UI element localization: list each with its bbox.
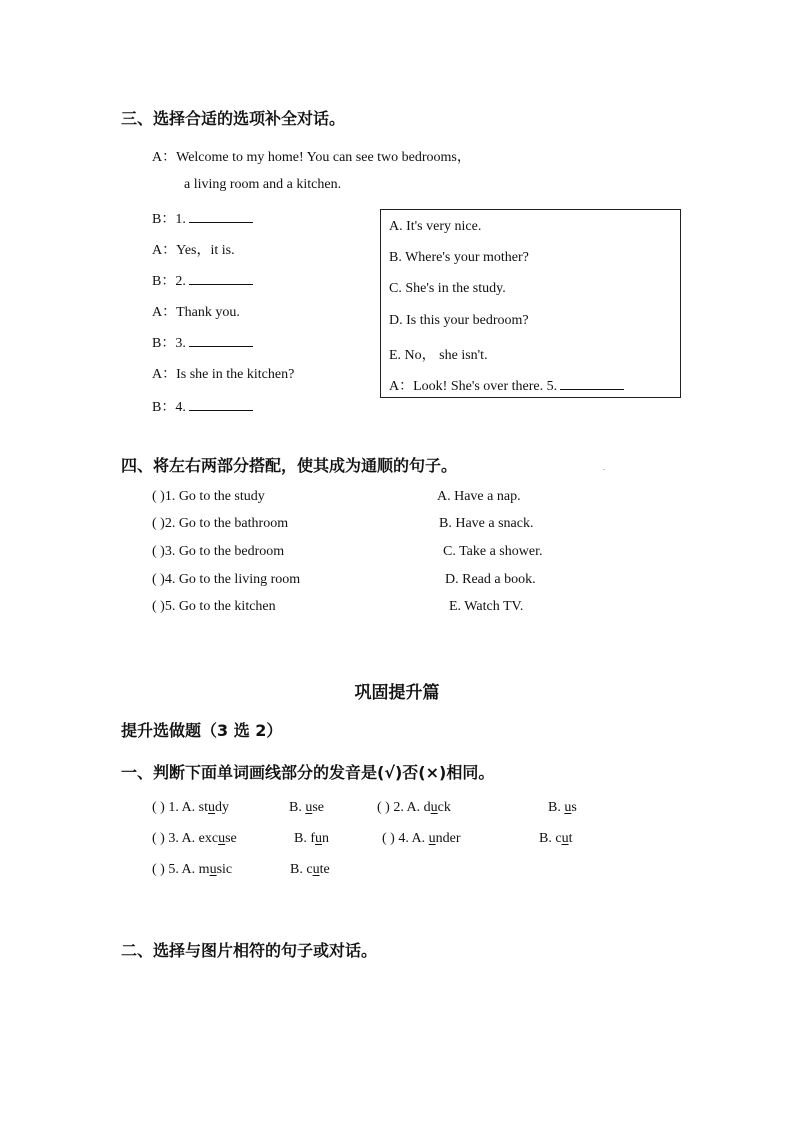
match-left-1: ( )1. Go to the study [152, 489, 265, 504]
dialogue-line-b4: B：4. [152, 396, 253, 416]
match-left-3: ( )3. Go to the bedroom [152, 544, 285, 559]
dialogue-line-1-cont: a living room and a kitchen. [184, 177, 342, 192]
section3-heading: 三、选择合适的选项补全对话。 [121, 109, 346, 128]
option-b: B. Where's your mother? [389, 250, 529, 265]
phonics-item-2: ( ) 2. A. duck [377, 800, 451, 815]
answer-blank-5[interactable] [560, 377, 624, 390]
phonics-item-5: ( ) 5. A. music [152, 862, 233, 877]
phonics-item-4: ( ) 4. A. under [382, 831, 461, 846]
dialogue-line-a2: A：Yes，it is. [152, 243, 235, 258]
phonics-item-1-b: B. use [289, 800, 325, 815]
answer-blank-2[interactable] [189, 272, 253, 285]
dialogue-line-a4: A：Is she in the kitchen? [152, 367, 295, 382]
section4-heading: 四、将左右两部分搭配，使其成为通顺的句子。 [121, 456, 458, 475]
match-right-e: E. Watch TV. [449, 599, 524, 614]
dialogue-line-a3: A：Thank you. [152, 305, 240, 320]
answer-blank-4[interactable] [189, 398, 253, 411]
answer-blank-1[interactable] [189, 210, 253, 223]
option-c: C. She's in the study. [389, 281, 506, 296]
match-right-a: A. Have a nap. [437, 489, 521, 504]
phonics-item-4-b: B. cut [539, 831, 573, 846]
answer-blank-3[interactable] [189, 334, 253, 347]
stray-dot: . [603, 463, 605, 472]
option-a: A. It's very nice. [389, 219, 482, 234]
match-right-c: C. Take a shower. [443, 544, 543, 559]
phonics-item-3: ( ) 3. A. excuse [152, 831, 237, 846]
match-left-2: ( )2. Go to the bathroom [152, 516, 289, 531]
option-e: E. No， she isn't. [389, 348, 488, 363]
match-right-b: B. Have a snack. [439, 516, 534, 531]
phonics-item-1: ( ) 1. A. study [152, 800, 230, 815]
phonics-item-5-b: B. cute [290, 862, 330, 877]
option-final-line: A：Look! She's over there. 5. [389, 375, 624, 395]
section2-heading: 二、选择与图片相符的句子或对话。 [121, 941, 378, 960]
match-left-5: ( )5. Go to the kitchen [152, 599, 276, 614]
phonics-item-2-b: B. us [548, 800, 577, 815]
dialogue-line-b3: B：3. [152, 332, 253, 352]
sub-title: 提升选做题（3 选 2） [121, 721, 283, 740]
match-right-d: D. Read a book. [445, 572, 536, 587]
option-d: D. Is this your bedroom? [389, 313, 529, 328]
dialogue-line-1: A：Welcome to my home! You can see two bedrooms， [152, 150, 471, 165]
phonics-item-3-b: B. fun [294, 831, 329, 846]
dialogue-line-b2: B：2. [152, 270, 253, 290]
dialogue-line-b1: B：1. [152, 208, 253, 228]
match-left-4: ( )4. Go to the living room [152, 572, 301, 587]
part-title: 巩固提升篇 [354, 683, 440, 703]
options-box [380, 209, 681, 398]
phonics-heading: 一、判断下面单词画线部分的发音是(√)否(×)相同。 [121, 763, 495, 782]
